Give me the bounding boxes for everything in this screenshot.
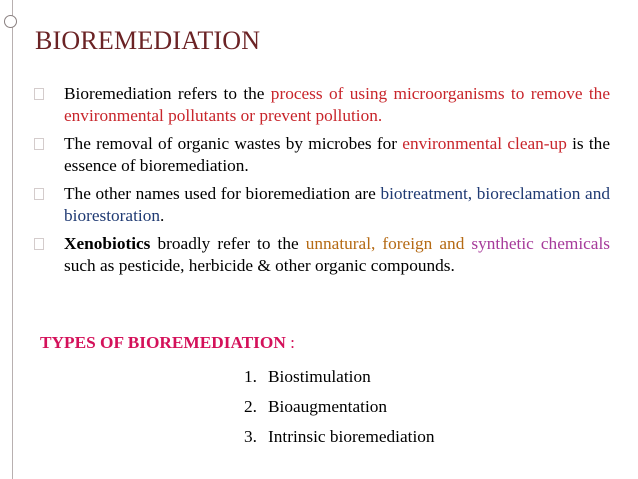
types-item-number: 1. (244, 367, 257, 386)
types-item-label: Bioaugmentation (268, 397, 388, 416)
types-item-label: Biostimulation (268, 367, 371, 386)
bullet-text-segment: synthetic chemicals (471, 234, 610, 253)
bullet-text-segment: The other names used for bioremediation are (64, 184, 381, 203)
bullet-item (30, 233, 610, 277)
types-heading-colon: : (285, 333, 295, 352)
types-item-number: 2. (244, 397, 257, 416)
bullet-marker-icon (34, 238, 44, 250)
types-heading (40, 333, 295, 353)
bullet-text-segment: such as pesticide, herbicide & other organic compounds. (64, 256, 455, 275)
bullet-text-segment: process of using microorganisms to remove the environmental pollutants or prevent pollution. (64, 84, 610, 125)
bullet-marker-icon (34, 138, 44, 150)
bullet-item (30, 133, 610, 177)
bullet-text-segment: Xenobiotics (64, 234, 151, 253)
bullet-marker-icon (34, 88, 44, 100)
bullet-item (30, 83, 610, 127)
bullet-text-segment: biotreatment, bioreclamation and biorestoration (64, 184, 610, 225)
bullet-item (30, 183, 610, 227)
types-list-item (244, 426, 435, 456)
bullet-text-segment: unnatural, foreign and (305, 234, 465, 253)
bullet-list (30, 83, 610, 283)
bullet-text-segment: The removal of organic wastes by microbes for (64, 134, 403, 153)
bullet-text-segment: . (159, 206, 165, 225)
bullet-text-segment: is the essence of bioremediation. (64, 134, 610, 175)
bullet-text-segment: broadly refer to the (150, 234, 306, 253)
left-border-line (12, 0, 13, 479)
types-heading-text: TYPES OF BIOREMEDIATION (40, 333, 286, 352)
bullet-text-segment: environmental clean-up (402, 134, 567, 153)
bullet-marker-icon (34, 188, 44, 200)
bullet-text-segment: Bioremediation refers to the (64, 84, 271, 103)
types-list (244, 366, 435, 456)
slide-title: BIOREMEDIATION (35, 26, 261, 55)
types-list-item (244, 366, 435, 396)
types-list-item (244, 396, 435, 426)
types-item-number: 3. (244, 427, 257, 446)
slide-corner-circle (4, 15, 17, 28)
types-item-label: Intrinsic bioremediation (268, 427, 435, 446)
